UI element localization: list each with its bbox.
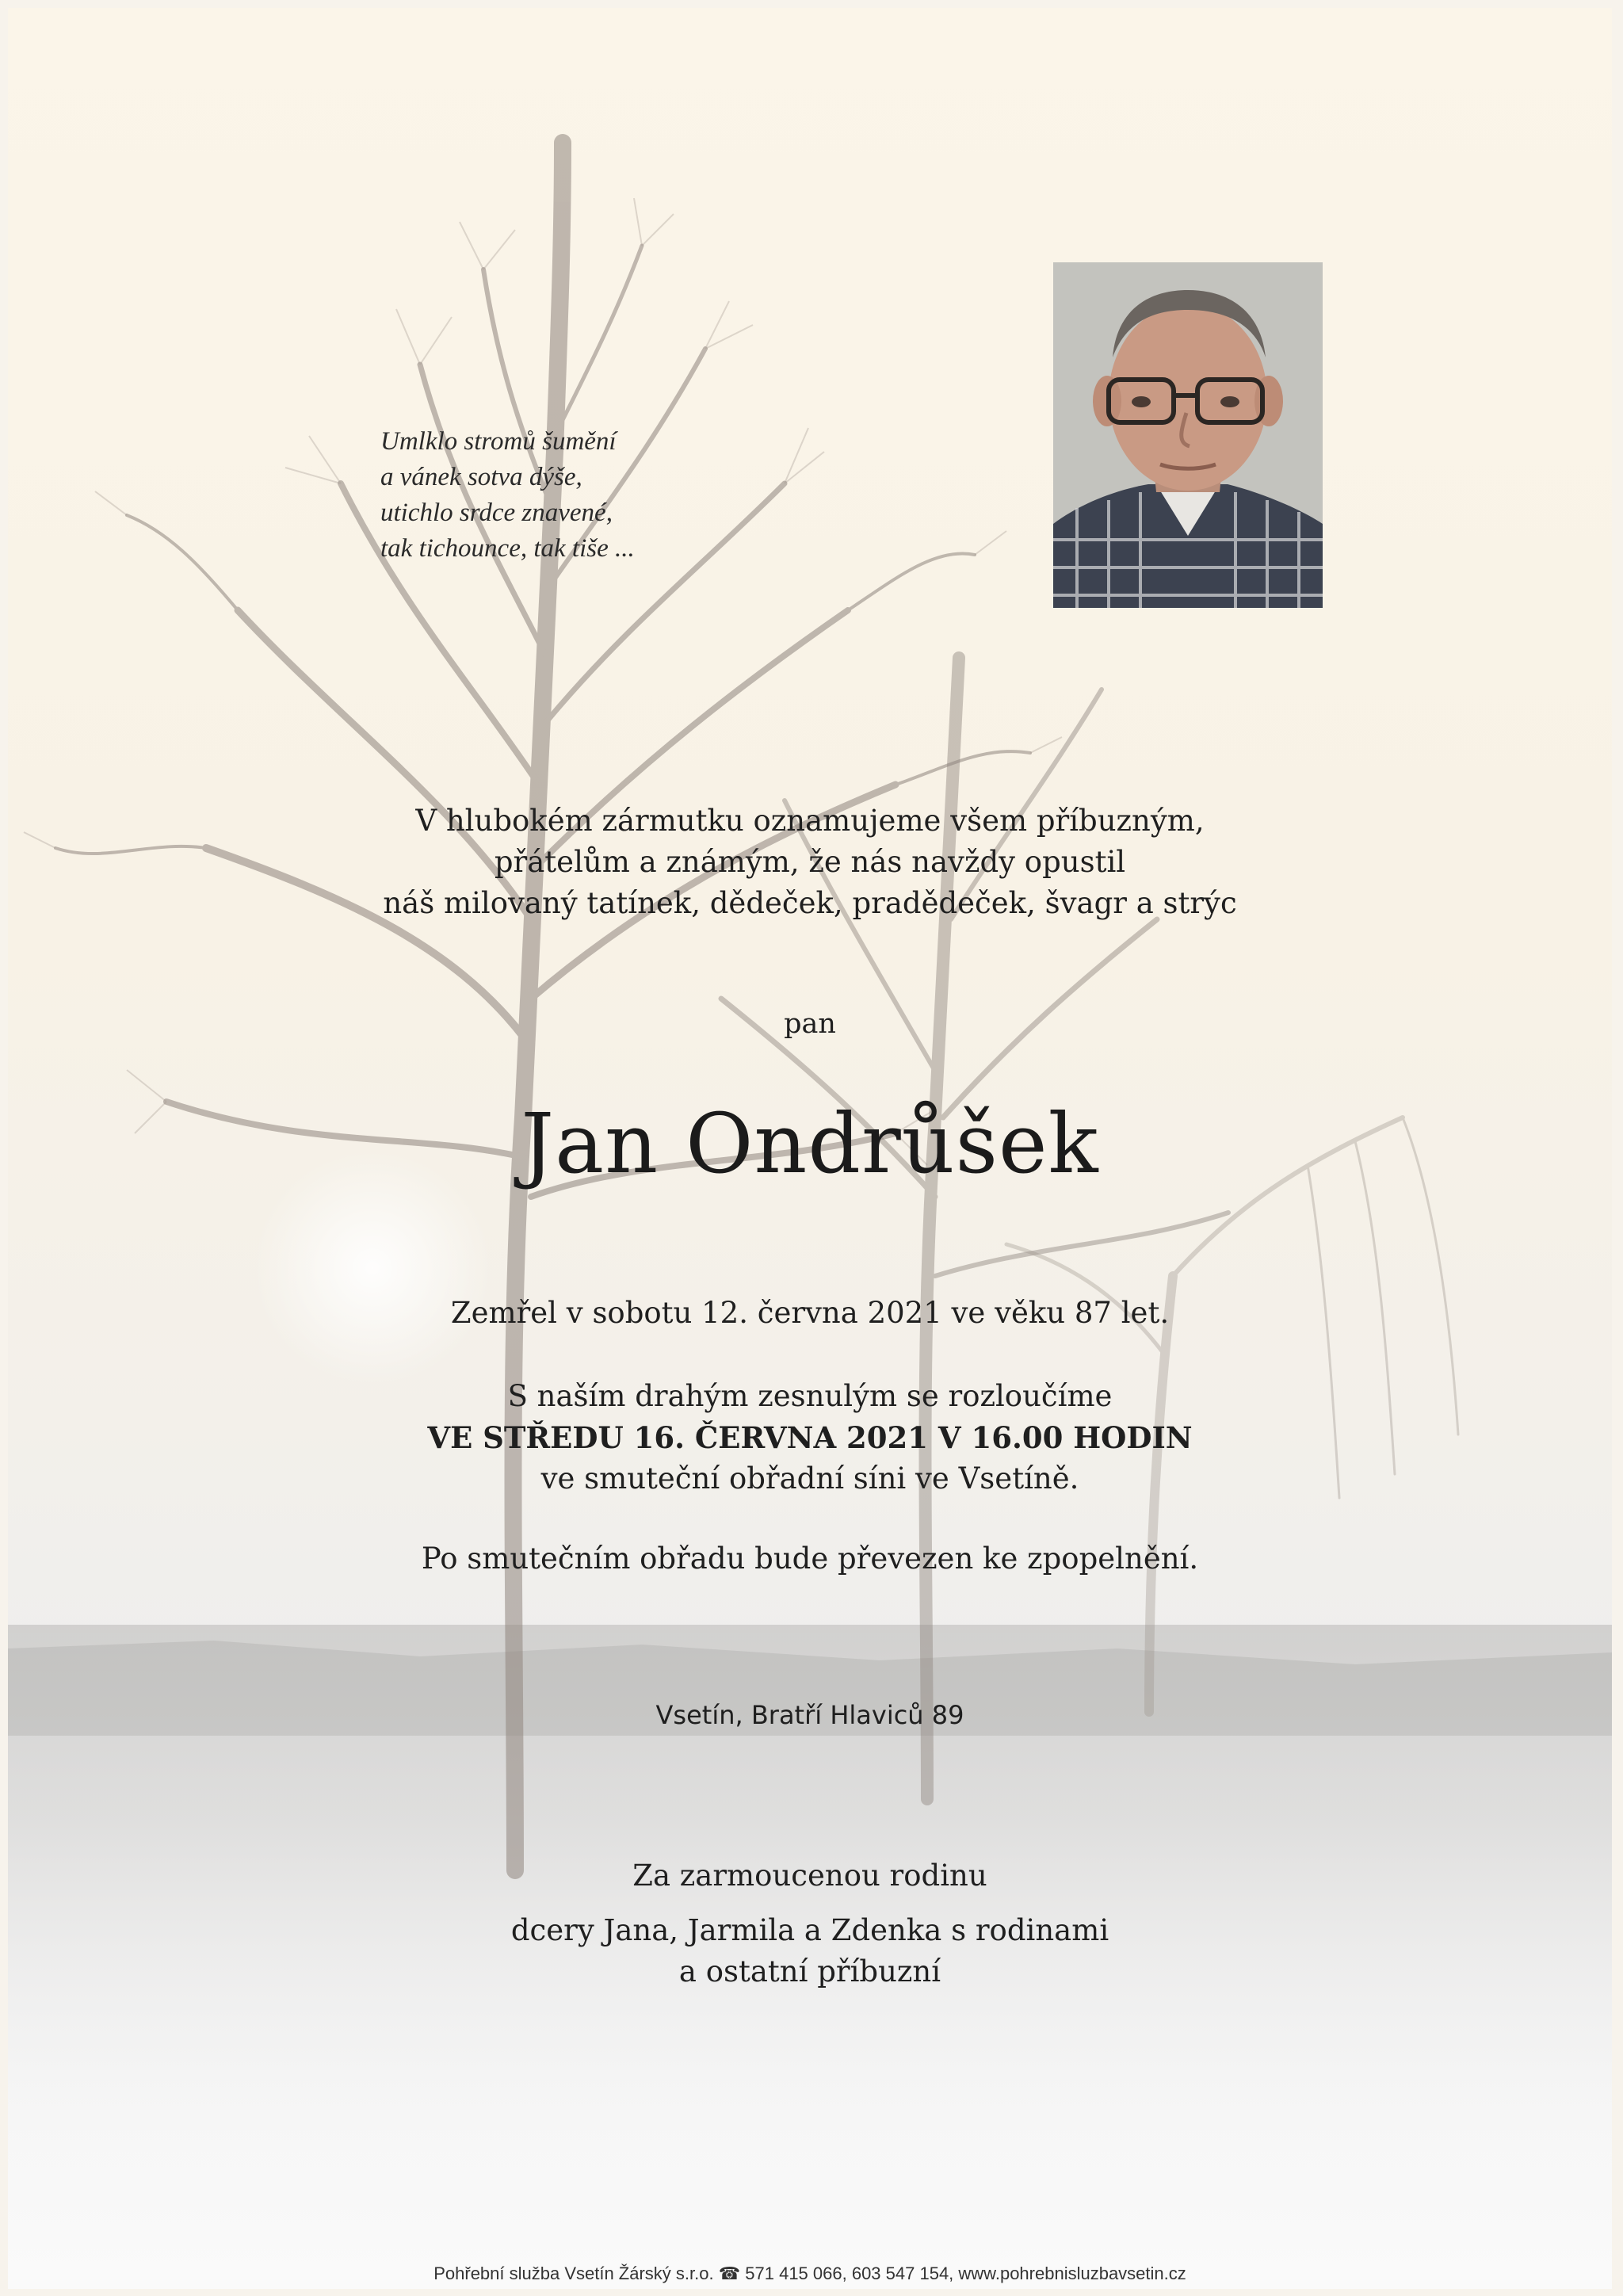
- ceremony-date: VE STŘEDU 16. ČERVNA 2021 V 16.00 HODIN: [427, 1420, 1193, 1455]
- farewell-info: [8, 1376, 1612, 1499]
- footer-company: Pohřební služba Vsetín Žárský s.r.o.: [433, 2264, 714, 2283]
- announcement-line: V hlubokém zármutku oznamujeme všem příbuzným,: [415, 804, 1205, 838]
- announcement-line: přátelům a známým, že nás navždy opustil: [494, 845, 1126, 879]
- announcement-text: [8, 800, 1612, 924]
- obituary-sheet: [8, 8, 1612, 2289]
- funeral-service-footer: [8, 2264, 1612, 2284]
- poem-line: utichlo srdce znavené,: [380, 499, 613, 527]
- memorial-poem: [380, 424, 713, 567]
- honorific: pan: [784, 1008, 836, 1040]
- death-notice: Zemřel v sobotu 12. června 2021 ve věku 87 let.: [450, 1296, 1170, 1330]
- after-ceremony-note: Po smutečním obřadu bude převezen ke zpopelnění.: [421, 1541, 1199, 1576]
- poem-line: a vánek sotva dýše,: [380, 463, 582, 491]
- portrait-illustration: [1053, 262, 1323, 608]
- family-line: a ostatní příbuzní: [678, 1954, 941, 1988]
- home-address: Vsetín, Bratří Hlaviců 89: [655, 1700, 964, 1730]
- portrait-photo: [1053, 262, 1323, 608]
- deceased-name: Jan Ondrůšek: [521, 1095, 1099, 1192]
- announcement-line: náš milovaný tatínek, dědeček, pradědeček, švagr a strýc: [383, 886, 1237, 920]
- phone-icon: ☎: [718, 2264, 741, 2283]
- family-line: dcery Jana, Jarmila a Zdenka s rodinami: [510, 1913, 1109, 1947]
- ceremony-location: ve smuteční obřadní síni ve Vsetíně.: [540, 1461, 1079, 1496]
- poem-line: Umlklo stromů šumění: [380, 427, 617, 456]
- footer-contact: 571 415 066, 603 547 154, www.pohrebnisluzbavsetin.cz: [745, 2264, 1186, 2283]
- farewell-line: S naším drahým zesnulým se rozloučíme: [507, 1379, 1113, 1413]
- family-label: Za zarmoucenou rodinu: [632, 1859, 987, 1893]
- poem-line: tak tichounce, tak tiše ...: [380, 534, 635, 563]
- family-names: [8, 1910, 1612, 1992]
